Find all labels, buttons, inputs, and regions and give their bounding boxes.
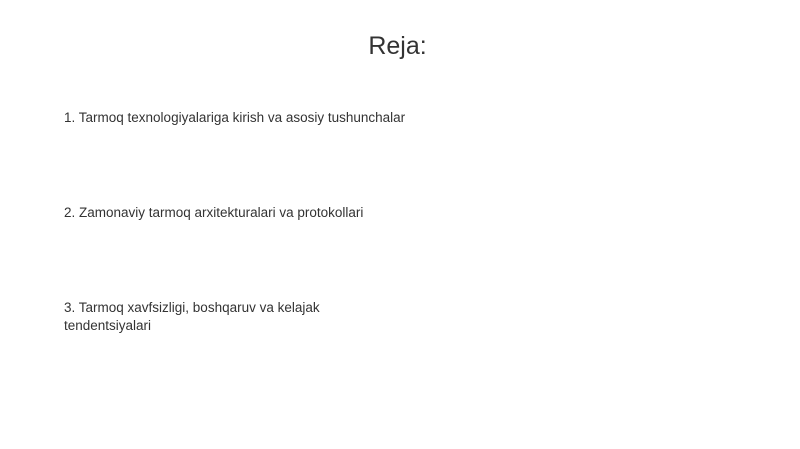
agenda-item-3: 3. Tarmoq xavfsizligi, boshqaruv va kelajak tendentsiyalari [64, 300, 320, 333]
agenda-item-2: 2. Zamonaviy tarmoq arxitekturalari va protokollari [64, 205, 364, 220]
agenda-item-1: 1. Tarmoq texnologiyalariga kirish va asosiy tushunchalar [64, 110, 406, 125]
slide-title: Reja: [368, 32, 427, 60]
